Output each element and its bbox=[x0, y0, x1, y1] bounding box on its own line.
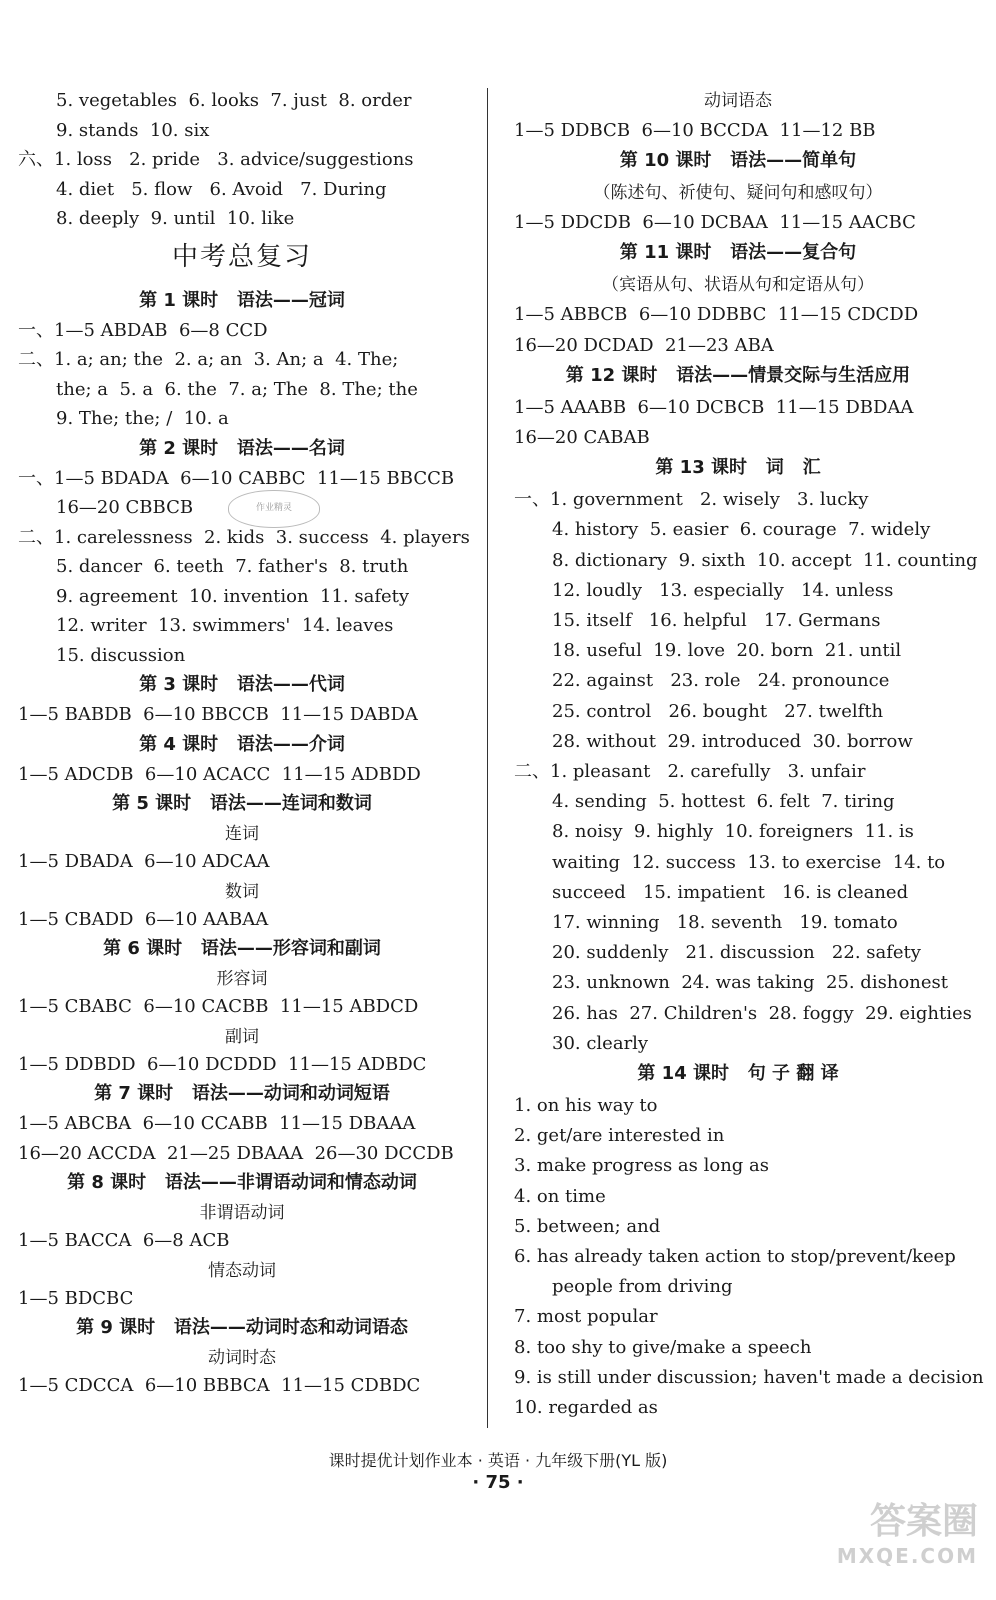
answer-line: 一、1—5 ABDAB 6—8 CCD bbox=[18, 319, 268, 341]
answer-line: 1—5 DDBDD 6—10 DCDDD 11—15 ADBDC bbox=[18, 1053, 427, 1075]
answer-line: 1—5 AAABB 6—10 DCBCB 11—15 DBDAA bbox=[514, 396, 914, 418]
answer-line: 1—5 CDCCA 6—10 BBBCA 11—15 CDBDC bbox=[18, 1375, 421, 1396]
lesson-heading: 第 6 课时 语法——形容词和副词 bbox=[103, 938, 381, 959]
answer-line: 4. diet 5. flow 6. Avoid 7. During bbox=[56, 178, 387, 200]
answer-line: 15. itself 16. helpful 17. Germans bbox=[552, 610, 881, 631]
answer-line: 23. unknown 24. was taking 25. dishonest bbox=[552, 972, 948, 994]
lesson-heading: 第 1 课时 语法——冠词 bbox=[139, 289, 345, 311]
lesson-heading: 第 12 课时 语法——情景交际与生活应用 bbox=[565, 364, 911, 386]
subsection-heading: 连词 bbox=[225, 824, 259, 844]
answer-line: 1—5 DDCDB 6—10 DCBAA 11—15 AACBC bbox=[514, 212, 916, 234]
stamp-text: 作业精灵 bbox=[255, 503, 292, 513]
answer-line: 18. useful 19. love 20. born 21. until bbox=[552, 640, 902, 662]
lesson-heading: 第 11 课时 语法——复合句 bbox=[619, 242, 857, 264]
answer-line: 28. without 29. introduced 30. borrow bbox=[552, 730, 913, 752]
answer-line: 4. history 5. easier 6. courage 7. widely bbox=[552, 519, 931, 541]
answer-line: 22. against 23. role 24. pronounce bbox=[552, 670, 890, 692]
answer-line: 8. dictionary 9. sixth 10. accept 11. counting bbox=[552, 549, 978, 571]
answer-line: 1—5 DDBCB 6—10 BCCDA 11—12 BB bbox=[514, 120, 876, 141]
answer-line: 9. is still under discussion; haven't made a decision bbox=[514, 1366, 984, 1388]
answer-line: 9. The; the; / 10. a bbox=[56, 408, 229, 429]
answer-line: 15. discussion bbox=[56, 644, 186, 666]
answer-line: 26. has 27. Children's 28. foggy 29. eighties bbox=[552, 1002, 972, 1024]
subsection-heading: （陈述句、祈使句、疑问句和感叹句） bbox=[593, 183, 883, 204]
subsection-heading: 动词时态 bbox=[208, 1348, 276, 1368]
subsection-heading: 情态动词 bbox=[208, 1260, 276, 1281]
answer-line: the; a 5. a 6. the 7. a; The 8. The; the bbox=[56, 378, 418, 400]
answer-line: 1—5 CBABC 6—10 CACBB 11—15 ABDCD bbox=[18, 996, 419, 1017]
answer-line: 10. regarded as bbox=[514, 1397, 658, 1418]
lesson-heading: 第 9 课时 语法——动词时态和动词语态 bbox=[76, 1317, 408, 1338]
answer-line: 1—5 ABBCB 6—10 DDBBC 11—15 CDCDD bbox=[514, 304, 919, 326]
answer-line: 一、1—5 BDADA 6—10 CABBC 11—15 BBCCB bbox=[18, 467, 455, 489]
answer-line: 16—20 DCDAD 21—23 ABA bbox=[514, 334, 774, 356]
section-title: 中考总复习 bbox=[171, 241, 312, 272]
answer-line: 3. make progress as long as bbox=[514, 1155, 770, 1177]
answer-line: 1—5 BABDB 6—10 BBCCB 11—15 DABDA bbox=[18, 704, 418, 725]
answer-line: waiting 12. success 13. to exercise 14. to bbox=[552, 851, 946, 873]
answer-line: 4. on time bbox=[514, 1185, 606, 1207]
watermark-url: MXQE.COM bbox=[836, 1544, 978, 1568]
lesson-heading: 第 2 课时 语法——名词 bbox=[139, 437, 345, 459]
stamp-logo bbox=[228, 490, 320, 528]
watermark-text: 答案圈 bbox=[869, 1501, 978, 1542]
subsection-heading: 动词语态 bbox=[704, 91, 772, 111]
answer-line: 二、1. carelessness 2. kids 3. success 4. players bbox=[18, 526, 470, 548]
answer-line: 16—20 ACCDA 21—25 DBAAA 26—30 DCCDB bbox=[18, 1142, 454, 1164]
lesson-heading: 第 14 课时 句 子 翻 译 bbox=[637, 1063, 839, 1084]
answer-line: 20. suddenly 21. discussion 22. safety bbox=[552, 942, 921, 964]
answer-line: 6. has already taken action to stop/prevent/keep bbox=[514, 1246, 956, 1267]
column-divider bbox=[487, 88, 488, 1428]
answer-line: 16—20 CABAB bbox=[514, 427, 650, 448]
lesson-heading: 第 5 课时 语法——连词和数词 bbox=[112, 793, 372, 814]
answer-line: 8. too shy to give/make a speech bbox=[514, 1336, 812, 1358]
answer-line: 1—5 BACCA 6—8 ACB bbox=[18, 1230, 230, 1251]
answer-line: 12. loudly 13. especially 14. unless bbox=[552, 579, 894, 601]
subsection-heading: 数词 bbox=[225, 881, 259, 902]
answer-line: 9. stands 10. six bbox=[56, 119, 210, 141]
answer-line: 1. on his way to bbox=[514, 1095, 658, 1116]
subsection-heading: 副词 bbox=[225, 1026, 259, 1047]
answer-line: 1—5 CBADD 6—10 AABAA bbox=[18, 908, 269, 930]
lesson-heading: 第 4 课时 语法——介词 bbox=[139, 733, 345, 755]
subsection-heading: 形容词 bbox=[216, 969, 268, 989]
subsection-heading: 非谓语动词 bbox=[199, 1203, 285, 1223]
answer-line: 12. writer 13. swimmers' 14. leaves bbox=[56, 615, 394, 636]
answer-line: 5. vegetables 6. looks 7. just 8. order bbox=[56, 90, 412, 111]
answer-line: succeed 15. impatient 16. is cleaned bbox=[552, 881, 909, 903]
page-number: · 75 · bbox=[472, 1472, 524, 1493]
answer-line: 8. noisy 9. highly 10. foreigners 11. is bbox=[552, 821, 914, 843]
answer-line: 一、1. government 2. wisely 3. lucky bbox=[514, 489, 869, 511]
answer-line: 二、1. pleasant 2. carefully 3. unfair bbox=[514, 761, 866, 782]
answer-line: 1—5 ABCBA 6—10 CCABB 11—15 DBAAA bbox=[18, 1113, 416, 1134]
answer-line: 8. deeply 9. until 10. like bbox=[56, 208, 295, 229]
answer-line: 30. clearly bbox=[552, 1032, 649, 1054]
answer-line: 二、1. a; an; the 2. a; an 3. An; a 4. The; bbox=[18, 349, 399, 370]
subsection-heading: （宾语从句、状语从句和定语从句） bbox=[602, 275, 874, 296]
answer-line: 17. winning 18. seventh 19. tomato bbox=[552, 912, 898, 933]
lesson-heading: 第 3 课时 语法——代词 bbox=[139, 674, 345, 695]
lesson-heading: 第 10 课时 语法——简单句 bbox=[619, 150, 857, 172]
lesson-heading: 第 7 课时 语法——动词和动词短语 bbox=[94, 1083, 390, 1104]
answer-line: 5. between; and bbox=[514, 1215, 661, 1237]
answer-line: 4. sending 5. hottest 6. felt 7. tiring bbox=[552, 791, 895, 813]
footer-book-title: 课时提优计划作业本 · 英语 · 九年级下册(YL 版) bbox=[328, 1451, 668, 1470]
answer-line: 5. dancer 6. teeth 7. father's 8. truth bbox=[56, 556, 409, 577]
answer-line: 2. get/are interested in bbox=[514, 1125, 725, 1147]
lesson-heading: 第 8 课时 语法——非谓语动词和情态动词 bbox=[67, 1172, 417, 1193]
answer-line: 25. control 26. bought 27. twelfth bbox=[552, 700, 884, 722]
answer-line: 1—5 BDCBC bbox=[18, 1287, 134, 1309]
answer-line: 1—5 ADCDB 6—10 ACACC 11—15 ADBDD bbox=[18, 763, 421, 785]
answer-line: 7. most popular bbox=[514, 1306, 658, 1328]
lesson-heading: 第 13 课时 词 汇 bbox=[655, 457, 821, 479]
answer-line: people from driving bbox=[552, 1276, 733, 1298]
answer-line: 1—5 DBADA 6—10 ADCAA bbox=[18, 851, 270, 872]
watermark-logo bbox=[818, 1500, 978, 1570]
answer-line: 9. agreement 10. invention 11. safety bbox=[56, 585, 410, 607]
answer-line: 16—20 CBBCB bbox=[56, 497, 194, 518]
answer-line: 六、1. loss 2. pride 3. advice/suggestions bbox=[18, 149, 414, 170]
